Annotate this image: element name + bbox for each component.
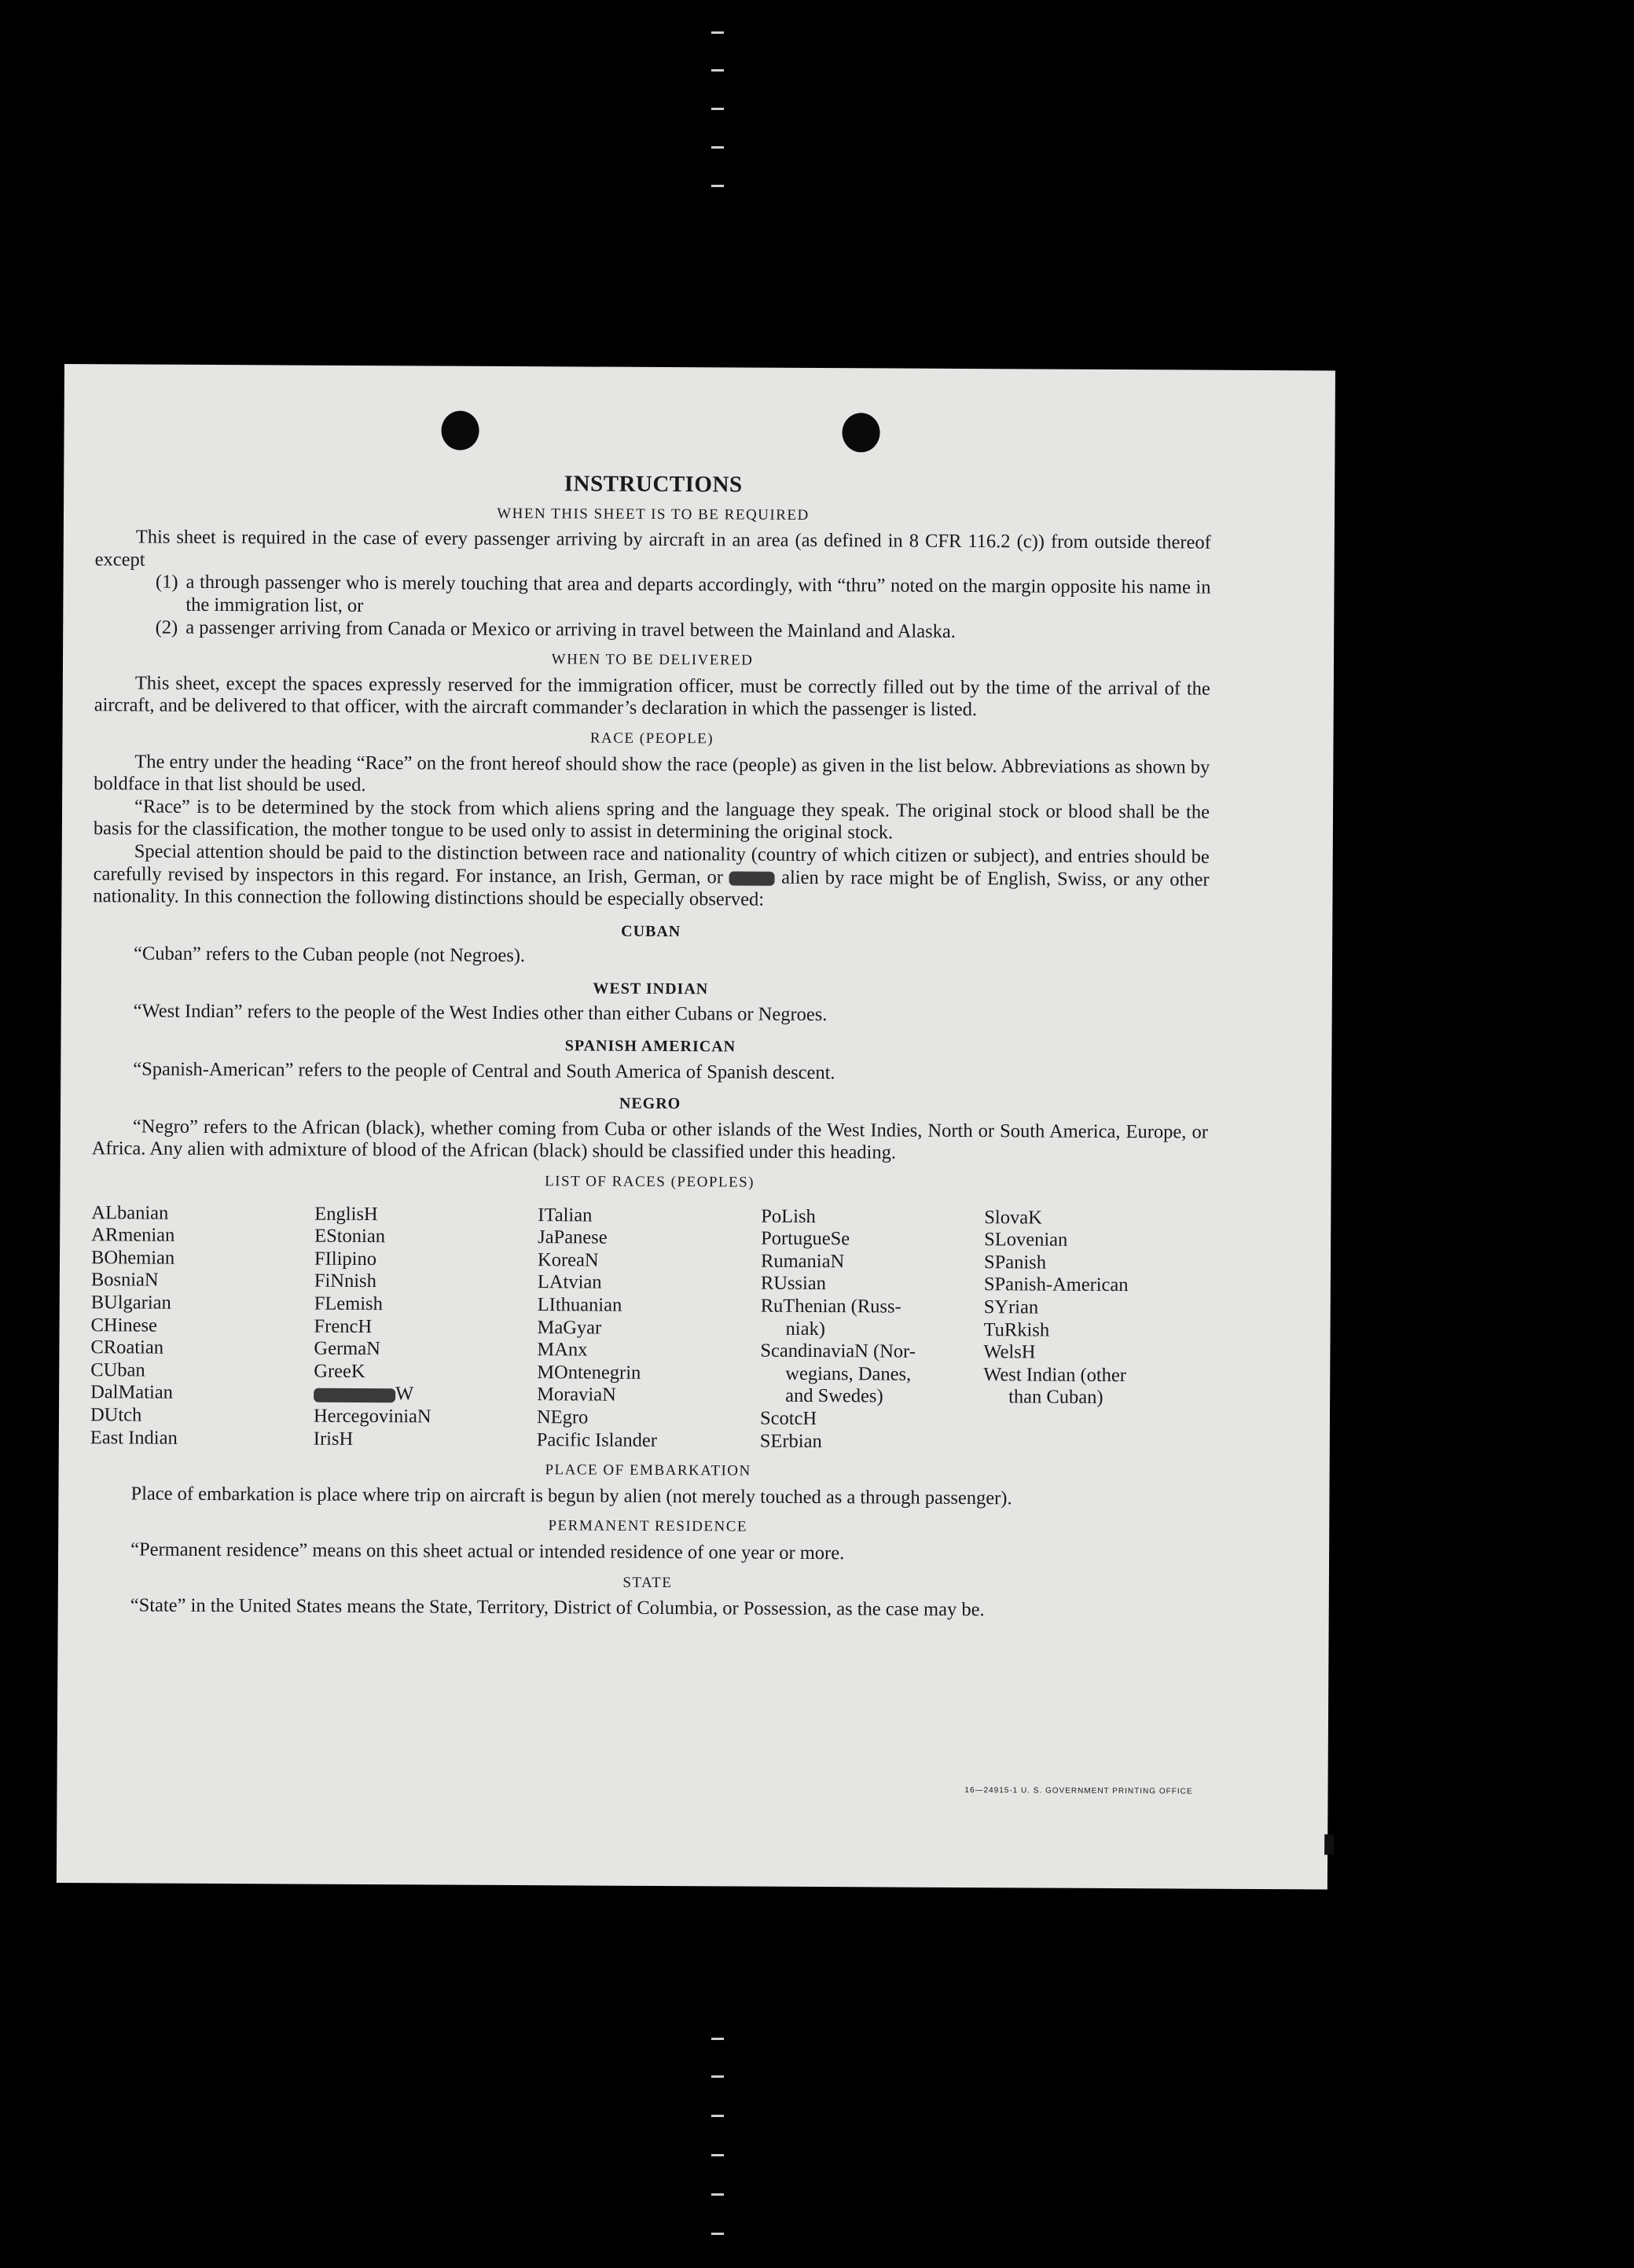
exception-item-2 (94, 616, 1210, 645)
race-entry: CHinese (90, 1314, 158, 1336)
race-entry: SErbian (759, 1430, 822, 1452)
when-delivered-text: This sheet, except the spaces expressly reserved for the immigration officer, must be correctly filled out by the time of the arrival of the aircraft, and be delivered to that officer, with the aircraft commander’s declaration in which the passenger is listed. (94, 672, 1210, 721)
race-entry: WelsH (983, 1341, 1036, 1363)
race-paragraph-1: The entry under the heading “Race” on the front hereof should show the race (people) as given in the list below. Abbreviations as shown by boldface in that list should be used. (94, 751, 1210, 796)
scan-speck (711, 146, 724, 149)
punch-hole (441, 411, 479, 450)
race-column-4 (760, 1205, 985, 1454)
scan-speck (711, 2115, 724, 2117)
race-entry: LAtvian (537, 1271, 602, 1294)
race-entry: JaPanese (538, 1226, 608, 1248)
race-entry: GreeK (314, 1360, 365, 1382)
race-entry: MOntenegrin (537, 1361, 641, 1384)
heading-when-required: WHEN THIS SHEET IS TO BE REQUIRED (497, 505, 810, 524)
race-entry: SLovenian (984, 1229, 1068, 1251)
heading-permanent-residence: PERMANENT RESIDENCE (548, 1517, 748, 1535)
place-of-embarkation-text: Place of embarkation is place where trip on aircraft is begun by alien (not merely touched as a through passenger). (130, 1483, 1012, 1509)
heading-place-of-embarkation: PLACE OF EMBARKATION (545, 1461, 751, 1480)
race-entry-continuation: than Cuban) (1008, 1386, 1103, 1409)
race-entry: FLemish (314, 1292, 383, 1315)
race-entry: FiNnish (314, 1270, 376, 1292)
punch-hole (842, 413, 879, 452)
race-entry: BUlgarian (90, 1292, 171, 1314)
heading-negro: NEGRO (619, 1094, 681, 1113)
cuban-text: “Cuban” refers to the Cuban people (not Negroes). (134, 943, 526, 967)
race-entry: RUssian (760, 1273, 827, 1295)
state-text: “State” in the United States means the State, Territory, District of Columbia, or Possession, as the case may be. (130, 1594, 985, 1621)
item-number: (2) (155, 616, 178, 638)
heading-list-of-races: LIST OF RACES (PEOPLES) (545, 1173, 755, 1191)
item-text: a through passenger who is merely touching that area and departs accordingly, with “thru” noted on the margin opposite his name in the immigration list, or (185, 572, 1211, 616)
race-entry: Pacific Islander (536, 1428, 657, 1451)
scan-speck (711, 69, 724, 72)
item-text: a passenger arriving from Canada or Mexico or arriving in travel between the Mainland and Alaska. (185, 616, 956, 642)
negro-text: “Negro” refers to the African (black), whether coming from Cuba or other islands of the West Indies, North or South America, Europe, or Africa. Any alien with admixture of blood of the African (black) should be classified under this heading. (91, 1116, 1208, 1163)
race-entry: ARmenian (91, 1224, 175, 1246)
race-entry: ALbanian (91, 1201, 169, 1224)
item-number: (1) (155, 571, 178, 594)
scan-speck (711, 31, 724, 34)
when-required-intro: This sheet is required in the case of every passenger arriving by aircraft in an area (as defined in 8 CFR 116.2 (c)) from outside thereof except (94, 526, 1211, 571)
race-entry: ScandinaviaN (Nor- (760, 1340, 916, 1362)
exception-item-1 (94, 572, 1210, 623)
race-paragraph-3-part-b: alien by race might be of English, Swiss, or any other nationality. In this connection the following distinctions should be especially observed: (93, 866, 1210, 910)
race-entry: West Indian (other (983, 1363, 1127, 1386)
race-entry-continuation: niak) (785, 1318, 826, 1340)
race-entry: SYrian (983, 1296, 1039, 1318)
race-entry: HercegoviniaN (313, 1405, 431, 1428)
scan-speck (711, 2038, 724, 2040)
race-entry: ITalian (538, 1204, 593, 1226)
document-body (90, 470, 1212, 1623)
race-column-2 (314, 1203, 538, 1451)
race-entry: East Indian (90, 1426, 178, 1449)
scan-speck (711, 185, 724, 187)
race-entry: TuRkish (983, 1318, 1050, 1341)
heading-when-delivered: WHEN TO BE DELIVERED (551, 651, 754, 669)
race-paragraph-2: “Race” is to be determined by the stock from which aliens spring and the language they speak. The original stock or blood shall be the basis for the classification, the mother tongue to be used only to assist in determining the original stock. (93, 796, 1210, 844)
race-entry: CRoatian (90, 1336, 164, 1358)
instruction-sheet (57, 364, 1335, 1889)
race-entry: SPanish-American (983, 1274, 1129, 1296)
race-entry: DUtch (90, 1404, 142, 1426)
scan-speck (711, 108, 724, 110)
redaction-mark (314, 1388, 395, 1402)
race-entry-continuation: and Swedes) (785, 1385, 883, 1407)
race-entry-continuation: wegians, Danes, (785, 1362, 912, 1385)
document-title: INSTRUCTIONS (564, 471, 743, 498)
race-entry: CUban (90, 1358, 145, 1381)
west-indian-text: “West Indian” refers to the people of the West Indies other than either Cubans or Negroes. (133, 1000, 828, 1026)
scan-speck (711, 2193, 724, 2196)
permanent-residence-text: “Permanent residence” means on this sheet actual or intended residence of one year or more. (130, 1538, 845, 1564)
race-entry: DalMatian (90, 1381, 174, 1404)
race-entry-redacted (314, 1383, 537, 1406)
race-entry: GermaN (314, 1337, 380, 1360)
race-paragraph-3-part-a: Special attention should be paid to the distinction between race and nationality (country of which citizen or subject), and entries should be carefully revised by inspectors in this regard. For instance, an Irish, German, or (93, 840, 1210, 888)
scan-speck (711, 2233, 724, 2235)
race-entry: KoreaN (537, 1248, 599, 1271)
race-entry: EnglisH (314, 1203, 378, 1225)
race-entry: BosniaN (90, 1269, 159, 1292)
race-entry: FrencH (314, 1315, 373, 1337)
race-entry: PortugueSe (761, 1227, 850, 1250)
heading-spanish-american: SPANISH AMERICAN (564, 1037, 736, 1056)
race-entry: EStonian (314, 1225, 386, 1248)
race-entry: SPanish (983, 1251, 1047, 1274)
race-entry: NEgro (536, 1406, 589, 1428)
race-entry: RuThenian (Russ- (760, 1295, 901, 1318)
redacted-entry-suffix: W (395, 1383, 414, 1405)
staple-mark (1324, 1834, 1334, 1854)
spanish-american-text: “Spanish-American” refers to the people of Central and South America of Spanish descent. (133, 1058, 835, 1083)
race-column-3 (537, 1204, 762, 1453)
redaction-mark (729, 871, 775, 885)
heading-west-indian: WEST INDIAN (593, 980, 709, 998)
race-entry: BOhemian (90, 1247, 175, 1269)
race-entry: MoraviaN (537, 1384, 616, 1406)
race-entry: RumaniaN (760, 1250, 845, 1273)
race-entry: ScotcH (759, 1407, 817, 1429)
race-column-5 (983, 1207, 1208, 1455)
race-entry: SlovaK (984, 1206, 1042, 1229)
heading-state: STATE (622, 1574, 673, 1591)
scan-speck (711, 2154, 724, 2156)
heading-cuban: CUBAN (621, 922, 681, 940)
race-entry: MaGyar (537, 1316, 602, 1339)
printing-office-footer: 16—24915-1 U. S. GOVERNMENT PRINTING OFFICE (964, 1786, 1193, 1796)
race-entry: IrisH (313, 1428, 354, 1450)
scan-speck (711, 2075, 724, 2078)
race-entry: PoLish (761, 1205, 816, 1227)
race-entry: MAnx (537, 1339, 588, 1361)
race-entry: LIthuanian (537, 1294, 622, 1316)
heading-race: RACE (PEOPLE) (589, 730, 714, 748)
race-list (90, 1202, 1208, 1455)
race-entry: FIlipino (314, 1248, 377, 1270)
race-column-1 (90, 1202, 315, 1450)
race-paragraph-3 (93, 840, 1209, 913)
